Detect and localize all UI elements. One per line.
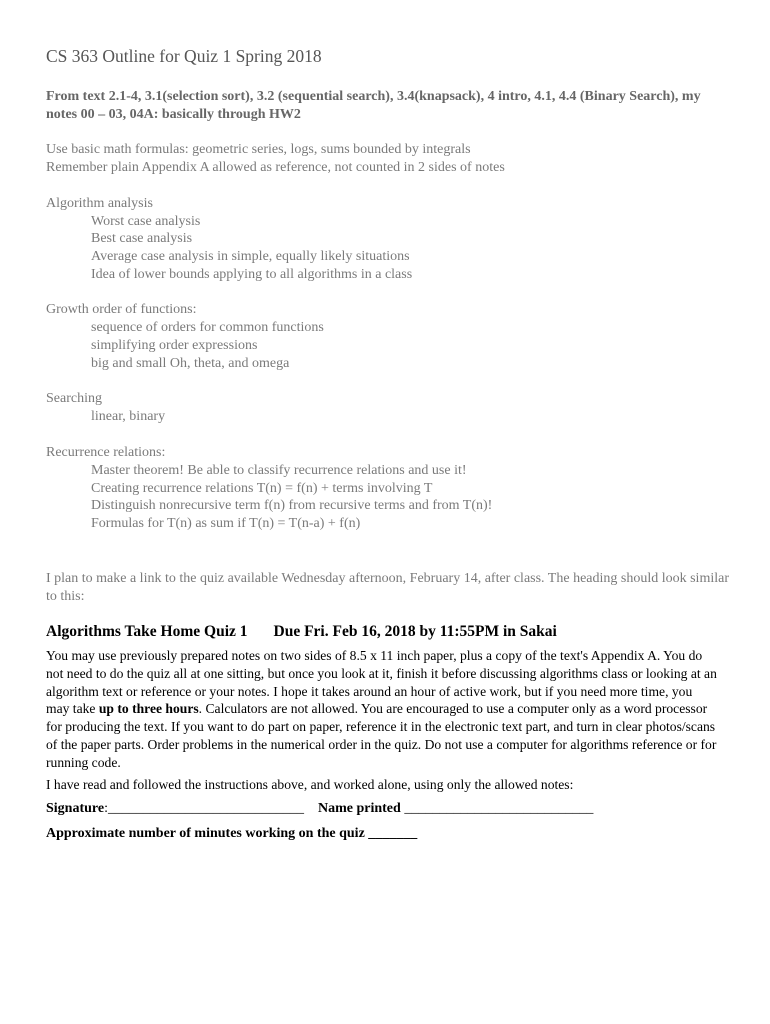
list-item: Idea of lower bounds applying to all algorithms in a class [91, 267, 413, 282]
signature-blank: :____________________________ [104, 801, 304, 816]
list-item: Master theorem! Be able to classify recurrence relations and use it! [91, 463, 467, 478]
list-item: Creating recurrence relations T(n) = f(n) + terms involving T [91, 481, 433, 496]
list-item: Distinguish nonrecursive term f(n) from recursive terms and from T(n)! [91, 498, 493, 513]
signature-label: Signature [46, 801, 105, 816]
quiz-heading [46, 623, 557, 641]
list-item: Formulas for T(n) as sum if T(n) = T(n-a) + f(n) [91, 516, 361, 531]
minutes-line: Approximate number of minutes working on the quiz _______ [46, 826, 418, 841]
page-title: CS 363 Outline for Quiz 1 Spring 2018 [46, 46, 322, 66]
name-printed-blank: ___________________________ [400, 801, 594, 816]
list-item: sequence of orders for common functions [91, 320, 324, 335]
list-item: linear, binary [91, 409, 166, 424]
section-heading-searching: Searching [46, 391, 102, 406]
list-item: Worst case analysis [91, 214, 201, 229]
plan-paragraph: I plan to make a link to the quiz available Wednesday afternoon, February 14, after class. The heading should look similar to this: [46, 571, 729, 604]
quiz-title: Algorithms Take Home Quiz 1 [46, 623, 248, 640]
name-printed-label: Name printed [317, 801, 401, 816]
instructions-text-1: You may use previously prepared notes on two sides of 8.5 x 11 inch paper, plus a copy of the text's Appendix A. You do not need to do the quiz all at one sitting, but once you look at it, finish it before discussing algorithms class or looking at an algorithm text or reference or your notes. I hope it takes around an hour of active work, but if you need more time, you may take [46, 648, 717, 717]
instructions-bold: up to three hours [98, 701, 199, 717]
appendix-note: Remember plain Appendix A allowed as reference, not counted in 2 sides of notes [46, 160, 505, 175]
math-formulas-note: Use basic math formulas: geometric series, logs, sums bounded by integrals [46, 142, 471, 157]
list-item: Best case analysis [91, 231, 193, 246]
section-heading-recurrence: Recurrence relations: [46, 445, 166, 460]
section-heading-algorithm-analysis: Algorithm analysis [46, 196, 153, 211]
list-item: big and small Oh, theta, and omega [91, 356, 290, 371]
list-item: Average case analysis in simple, equally likely situations [91, 249, 410, 264]
list-item: simplifying order expressions [91, 338, 258, 353]
signature-line [46, 801, 593, 817]
instructions-text-2: . Calculators are not allowed. You are encouraged to use a computer only as a word processor for producing the text. If you want to do part on paper, reference it in the electronic text part, and turn in clear photos/scans of the paper parts. Order problems in the numerical order in the quiz. Do not use a computer for algorithms reference or for running code. [46, 701, 717, 770]
quiz-scope: From text 2.1-4, 3.1(selection sort), 3.2 (sequential search), 3.4(knapsack), 4 intro, 4.1, 4.4 (Binary Search), my notes 00 – 03, 04A: basically through HW2 [46, 89, 701, 122]
quiz-due-date: Due Fri. Feb 16, 2018 by 11:55PM in Sakai [273, 623, 557, 640]
section-heading-growth-order: Growth order of functions: [46, 302, 197, 317]
quiz-instructions [46, 647, 718, 772]
honor-statement: I have read and followed the instructions above, and worked alone, using only the allowed notes: [46, 777, 574, 792]
